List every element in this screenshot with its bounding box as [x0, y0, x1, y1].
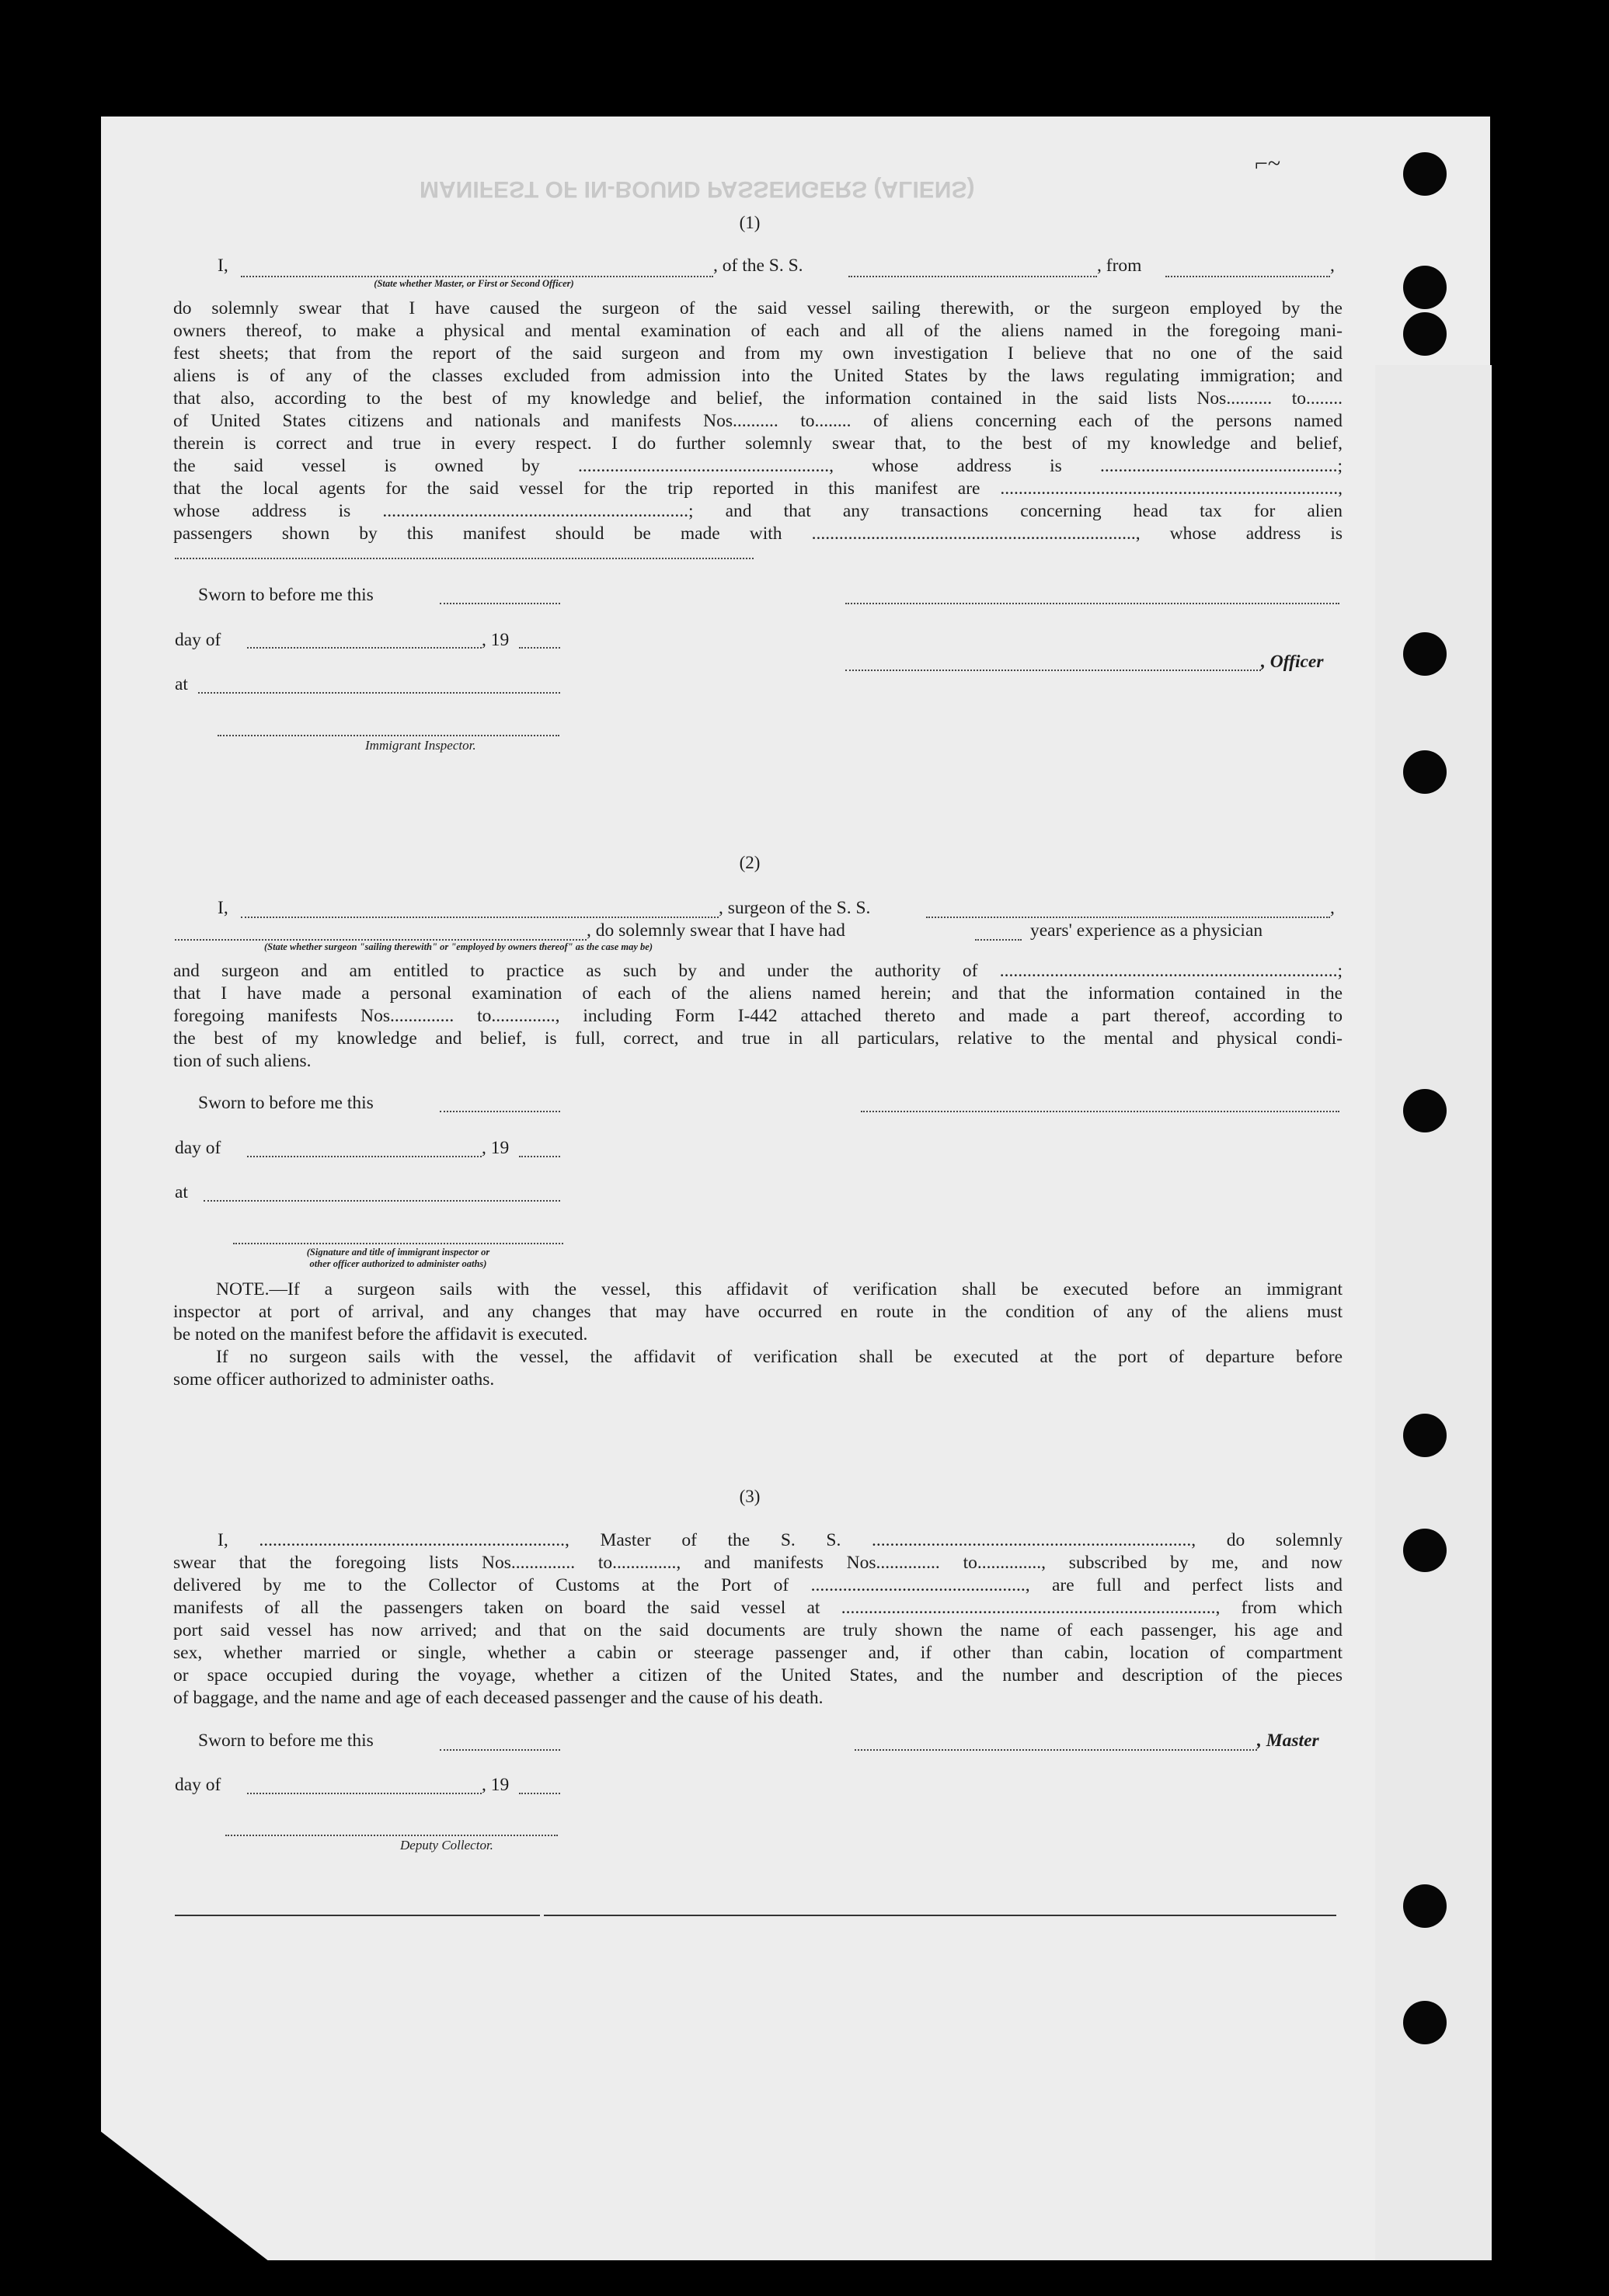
s2-surgeon-type-line	[175, 939, 587, 941]
s2-note-line: If no surgeon sails with the vessel, the affidavit of verification shall be executed at the port of departure before	[216, 1347, 1343, 1367]
faded-header: MANIFEST OF IN-BOUND PASSENGERS (ALIENS)	[420, 176, 975, 202]
s1-line: the said vessel is owned by ......................................................., whose address is ....................................................;	[173, 456, 1343, 476]
s2-i-label: I,	[218, 898, 228, 918]
section-3-number: (3)	[739, 1487, 761, 1506]
s2-year-label: , 19	[482, 1138, 510, 1158]
s2-signature-note-line: (Signature and title of immigrant inspector or	[306, 1247, 490, 1258]
s2-line: the best of my knowledge and belief, is full, correct, and true in all particulars, relative to the mental and physical condi-	[173, 1028, 1343, 1049]
s2-signature-note-line: other officer authorized to administer oaths)	[309, 1258, 487, 1269]
s2-sworn-line	[440, 1111, 560, 1112]
s2-year-line	[519, 1156, 560, 1157]
s3-line: manifests of all the passengers taken on board the said vessel at .................................................................................., from which	[173, 1598, 1343, 1618]
s2-at-label: at	[175, 1182, 188, 1202]
s1-line: therein is correct and true in every respect. I do further solemnly swear that, to the best of my knowledge and belief,	[173, 433, 1343, 454]
s3-day-line	[247, 1793, 482, 1794]
s3-sworn-label: Sworn to before me this	[198, 1731, 374, 1751]
section-1-body	[173, 297, 1343, 545]
s1-comma: ,	[1330, 256, 1335, 276]
section-1-number: (1)	[739, 213, 761, 232]
s1-officer-line	[845, 670, 1261, 671]
s1-line: do solemnly swear that I have caused the surgeon of the said vessel sailing therewith, or the surgeon employed by the	[173, 298, 1343, 318]
punch-hole	[1403, 312, 1447, 356]
section-2-body	[173, 960, 1343, 1073]
s1-officer-label: , Officer	[1261, 652, 1324, 672]
s3-year-line	[519, 1793, 560, 1794]
s1-line: fest sheets; that from the report of the said surgeon and from my own investigation I believe that no one of the said	[173, 343, 1343, 364]
s1-from-line	[1165, 276, 1330, 277]
s2-note-text: —If a surgeon sails with the vessel, this affidavit of verification shall be executed before an immigrant	[269, 1279, 1343, 1299]
punch-hole	[1403, 750, 1447, 794]
s1-year-line	[519, 647, 560, 649]
s3-collector-line	[225, 1835, 558, 1836]
s1-at-line	[198, 692, 560, 694]
punch-hole	[1403, 2001, 1447, 2044]
s2-sworn-label: Sworn to before me this	[198, 1093, 374, 1113]
s2-note-line: some officer authorized to administer oaths.	[173, 1369, 495, 1390]
section-2-note	[173, 1278, 1343, 1391]
s3-master-label: , Master	[1257, 1731, 1319, 1751]
s1-inspector-label: Immigrant Inspector.	[365, 738, 476, 753]
s1-from-label: , from	[1097, 256, 1142, 276]
s1-at-label: at	[175, 674, 188, 694]
s1-line: that the local agents for the said vessel for the trip reported in this manifest are ..........................................................................,	[173, 478, 1343, 499]
s2-day-label: day of	[175, 1138, 221, 1158]
s1-inspector-line	[218, 735, 559, 736]
s2-surgeon-name-line	[241, 917, 719, 918]
s1-line: that also, according to the best of my knowledge and belief, the information contained in the said lists Nos.......... to........	[173, 388, 1343, 409]
section-2-number: (2)	[739, 853, 761, 872]
s3-collector-label: Deputy Collector.	[400, 1838, 493, 1852]
bottom-rule	[544, 1915, 1336, 1916]
s2-swear-label: , do solemnly swear that I have had	[587, 920, 845, 941]
s2-vessel-line	[926, 917, 1330, 918]
s3-line: delivered by me to the Collector of Customs at the Port of ..............................................., are full and perfect lists and	[173, 1575, 1343, 1595]
s2-line: tion of such aliens.	[173, 1051, 312, 1071]
punch-hole	[1403, 1884, 1447, 1928]
s1-year-label: , 19	[482, 630, 510, 650]
s1-sworn-label: Sworn to before me this	[198, 585, 374, 605]
s1-of-ss-label: , of the S. S.	[713, 256, 803, 276]
s1-line: passengers shown by this manifest should be made with ......................................................................., whose address is	[173, 524, 1343, 544]
s3-master-line	[855, 1749, 1257, 1751]
s3-year-label: , 19	[482, 1775, 510, 1795]
punch-hole	[1403, 1529, 1447, 1572]
s3-sworn-line	[440, 1749, 560, 1751]
s2-inspector-line	[233, 1243, 563, 1244]
s2-line: foregoing manifests Nos.............. to.............., including Form I-442 attached thereto and made a part thereof, according to	[173, 1006, 1343, 1026]
s1-address-line	[175, 558, 754, 559]
s1-i-label: I,	[218, 256, 228, 276]
s1-sworn-line	[440, 603, 560, 604]
s2-line: that I have made a personal examination of each of the aliens named herein; and that the information contained in the	[173, 983, 1343, 1004]
s2-note-line: inspector at port of arrival, and any changes that may have occurred en route in the condition of any of the aliens must	[173, 1302, 1343, 1322]
s3-line: swear that the foregoing lists Nos.............. to.............., and manifests Nos.............. to.............., subscribed by me, and now	[173, 1553, 1343, 1573]
s2-day-line	[247, 1156, 482, 1157]
punch-hole	[1403, 1089, 1447, 1132]
s1-officer-signature-line	[845, 603, 1339, 604]
punch-hole	[1403, 266, 1447, 309]
s1-line: of United States citizens and nationals and manifests Nos.......... to........ of aliens concerning each of the persons named	[173, 411, 1343, 431]
s3-line: sex, whether married or single, whether a cabin or steerage passenger and, if other than cabin, location of compartment	[173, 1643, 1343, 1663]
section-3-body	[173, 1529, 1343, 1710]
punch-hole	[1403, 632, 1447, 676]
s2-note-label: NOTE.	[216, 1279, 270, 1299]
s3-day-label: day of	[175, 1775, 221, 1795]
margin-scribble: ⌐~	[1255, 151, 1281, 176]
s3-line: port said vessel has now arrived; and that on the said documents are truly shown the name of each passenger, his age and	[173, 1620, 1343, 1640]
s1-line: whose address is ...................................................................; and that any transactions concerning head tax for alien	[173, 501, 1343, 521]
s2-surgeon-signature-line	[861, 1111, 1339, 1112]
s2-experience-label: years' experience as a physician	[1030, 920, 1263, 941]
s1-vessel-line	[848, 276, 1097, 277]
bottom-rule	[175, 1915, 540, 1916]
s1-day-line	[247, 647, 482, 649]
s2-surgeon-note: (State whether surgeon "sailing therewith" or "employed by owners thereof" as the case may be)	[264, 941, 653, 952]
s2-years-line	[975, 939, 1022, 941]
s2-note-line	[173, 1278, 1343, 1301]
s1-officer-note: (State whether Master, or First or Second Officer)	[374, 278, 574, 289]
s1-line: owners thereof, to make a physical and mental examination of each and all of the aliens named in the foregoing mani-	[173, 321, 1343, 341]
s2-at-line	[204, 1200, 560, 1202]
s3-line: or space occupied during the voyage, whether a citizen of the United States, and the number and description of the pieces	[173, 1665, 1343, 1685]
s3-line: of baggage, and the name and age of each deceased passenger and the cause of his death.	[173, 1688, 824, 1708]
punch-hole	[1403, 1414, 1447, 1457]
punch-hole	[1403, 152, 1447, 196]
s2-signature-note	[233, 1247, 563, 1270]
s1-line: aliens is of any of the classes excluded from admission into the United States by the laws regulating immigration; and	[173, 366, 1343, 386]
s2-surgeon-of-label: , surgeon of the S. S.	[719, 898, 871, 918]
s2-comma: ,	[1330, 898, 1335, 918]
s1-officer-name-line	[241, 276, 713, 277]
s1-day-label: day of	[175, 630, 221, 650]
s2-note-line: be noted on the manifest before the affidavit is executed.	[173, 1324, 588, 1345]
s2-line: and surgeon and am entitled to practice as such by and under the authority of ..........................................................................;	[173, 961, 1343, 981]
s3-line: I, ..................................................................., Master of the S. S. ......................................................................, do solemnly	[218, 1530, 1343, 1550]
